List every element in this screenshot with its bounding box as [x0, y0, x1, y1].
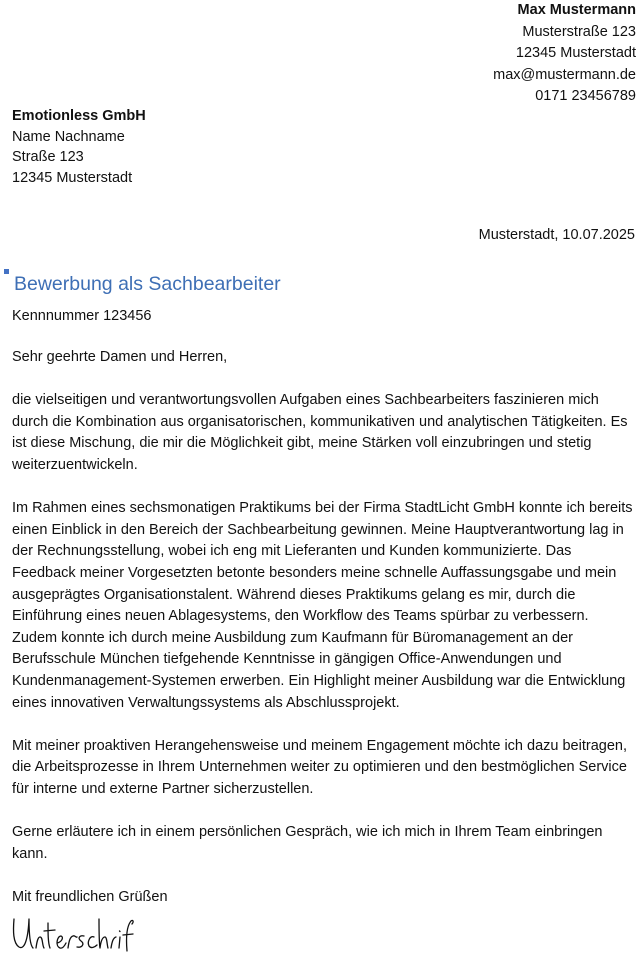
recipient-contact: Name Nachname: [12, 128, 125, 145]
paragraph-1: die vielseitigen und verantwortungsvollen Aufgaben eines Sachbearbeiters faszinieren mich durch die Kombination aus organisatorischen, kommunikativen und analytischen Tätigkeiten. Es ist diese Mischung, die mir die Möglichkeit gibt, meine Stärken voll einzubringen und stetig weiterzuentwickeln.: [12, 392, 628, 473]
sender-name: Max Mustermann: [517, 2, 636, 18]
sender-address: [493, 0, 636, 108]
reference-number: Kennnummer 123456: [12, 308, 152, 324]
closing: Mit freundlichen Grüßen: [12, 888, 168, 905]
salutation: Sehr geehrte Damen und Herren,: [12, 349, 228, 365]
subject-line: Bewerbung als Sachbearbeiter: [14, 273, 281, 295]
recipient-city: 12345 Musterstadt: [12, 169, 133, 186]
subject-marker: [4, 269, 9, 274]
paragraph-3: Mit meiner proaktiven Herangehensweise und meinem Engagement möchte ich dazu beitragen, die Arbeitsprozesse in Ihrem Unternehmen weiter zu optimieren und den bestmöglichen Service für interne und externe Partner sicherzustellen.: [12, 737, 627, 797]
sender-street: Musterstraße 123: [522, 23, 636, 40]
sender-phone: 0171 23456789: [535, 88, 636, 104]
recipient-street: Straße 123: [12, 149, 84, 165]
recipient-address: [12, 106, 146, 188]
recipient-company: Emotionless GmbH: [12, 108, 146, 124]
sender-email: max@mustermann.de: [493, 66, 636, 83]
sender-city: 12345 Musterstadt: [515, 45, 636, 61]
paragraph-4: Gerne erläutere ich in einem persönlichen Gespräch, wie ich mich in Ihrem Team einbringen kann.: [12, 824, 603, 862]
letter-body: [12, 347, 636, 930]
paragraph-2: Im Rahmen eines sechsmonatigen Praktikums bei der Firma StadtLicht GmbH konnte ich bereits einen Einblick in den Bereich der Sachbearbeitung gewinnen. Meine Hauptverantwortung lag in der Rechnungsstellung, wobei ich eng mit Lieferanten und Kunden kommunizierte. Das Feedback meiner Vorgesetzten betonte besonders meine schnelle Auffassungsgabe und mein ausgeprägtes Organisationstalent. Während dieses Praktikums gelang es mir, durch die Einführung eines neuen Ablagesystems, den Workflow des Teams spürbar zu verbessern. Zudem konnte ich durch meine Ausbildung zum Kaufmann für Büromanagement an der Berufsschule München tiefgehende Kenntnisse in gängigen Office-Anwendungen und Kundenmanagement-Systemen erwerben. Ein Highlight meiner Ausbildung war die Entwicklung eines innovativen Verwaltungssystems als Abschlussprojekt.: [12, 500, 633, 711]
letter-date: Musterstadt, 10.07.2025: [478, 227, 635, 243]
handwritten-signature: [10, 915, 135, 953]
